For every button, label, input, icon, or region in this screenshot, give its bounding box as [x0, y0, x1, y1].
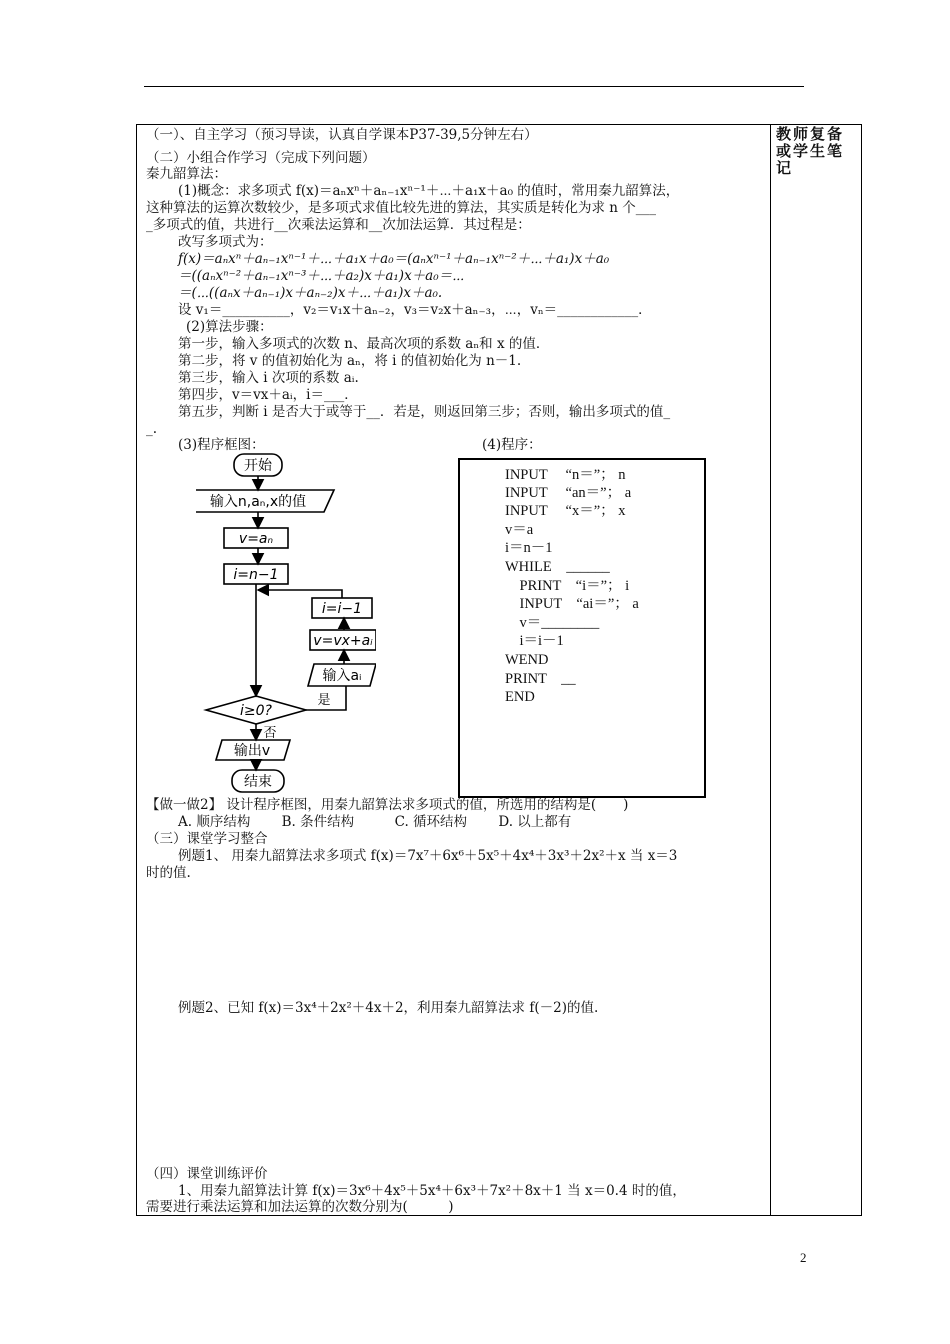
flow-i-init-label: i=n−1 — [233, 567, 279, 583]
step-5-cont: _. — [146, 421, 158, 437]
concept-line-3: _多项式的值，共进行__次乘法运算和__次加法运算．其过程是： — [146, 217, 531, 233]
flow-input-ai-label: 输入aᵢ — [322, 668, 362, 684]
program-line: i＝n－1 — [505, 540, 553, 556]
step-1: 第一步，输入多项式的次数 n、最高次项的系数 aₙ和 x 的值． — [178, 336, 550, 352]
concept-line-2: 这种算法的运算次数较少，是多项式求值比较先进的算法，其实质是转化为求 n 个___ — [146, 200, 657, 216]
example-1: 例题1、 用秦九韶算法求多项式 f(x)＝7x⁷＋6x⁶＋5x⁵＋4x⁴＋3x³＋2x²＋x 当 x＝3 — [178, 848, 678, 864]
example-1-cont: 时的值. — [146, 865, 191, 881]
section-3-heading: （三）课堂学习整合 — [146, 831, 268, 847]
steps-title: (2)算法步骤： — [186, 319, 273, 335]
program-line: INPUT “an＝”； a — [505, 485, 632, 501]
flow-output-label: 输出v — [233, 743, 271, 759]
flow-i-dec-label: i=i−1 — [321, 601, 363, 617]
step-4: 第四步，v＝vx＋aᵢ，i＝___． — [178, 387, 358, 403]
step-3: 第三步，输入 i 次项的系数 aᵢ. — [178, 370, 359, 386]
program-line: END — [505, 689, 535, 705]
header-rule — [144, 86, 804, 87]
section-2-heading: （二）小组合作学习（完成下列问题） — [146, 150, 376, 166]
column-divider — [770, 124, 771, 1216]
flow-start-label: 开始 — [244, 458, 272, 474]
let-line: 设 v₁＝__________，v₂＝v₁x＋aₙ₋₂，v₃＝v₂x＋aₙ₋₃，⋯，vₙ＝____________． — [178, 302, 652, 318]
program-line: i＝i－1 — [505, 633, 564, 649]
step-5: 第五步，判断 i 是否大于或等于__．若是，则返回第三步；否则，输出多项式的值_ — [178, 404, 671, 420]
flow-input-label: 输入n,aₙ,x的值 — [209, 494, 307, 510]
section-4-heading: （四）课堂训练评价 — [146, 1166, 268, 1182]
equation-1: f(x)＝aₙxⁿ＋aₙ₋₁xⁿ⁻¹＋⋯＋a₁x＋a₀＝(aₙxⁿ⁻¹＋aₙ₋₁xⁿ⁻²＋⋯＋a₁)x＋a₀ — [178, 251, 610, 267]
page-number: 2 — [800, 1250, 807, 1265]
program-line: v＝________ — [505, 615, 600, 631]
sidebar-title: 教师复备或学生笔记 — [776, 125, 845, 177]
flow-v-init-label: v=aₙ — [238, 531, 274, 547]
program-line: INPUT “x＝”； x — [505, 503, 626, 519]
program-line: INPUT “ai＝”； a — [505, 596, 639, 612]
try-it-options: A. 顺序结构 B. 条件结构 C. 循环结构 D. 以上都有 — [178, 814, 572, 830]
concept-line-1: (1)概念：求多项式 f(x)＝aₙxⁿ＋aₙ₋₁xⁿ⁻¹＋⋯＋a₁x＋a₀ 的值时，常用秦九韶算法， — [178, 183, 680, 199]
rewrite-label: 改写多项式为： — [178, 234, 273, 250]
qjs-label: 秦九韶算法： — [146, 166, 227, 182]
flow-no-label: 否 — [263, 726, 277, 741]
section-1-heading: （一）、自主学习（预习导读，认真自学课本P37-39,5分钟左右） — [146, 127, 538, 143]
exercise-1-cont: 需要进行乘法运算和加法运算的次数分别为( ) — [146, 1199, 454, 1215]
program-line: INPUT “n＝”； n — [505, 467, 626, 483]
program-line: WHILE ______ — [505, 559, 610, 575]
program-line: PRINT “i＝”； i — [505, 578, 630, 594]
equation-3: ＝(⋯((aₙx＋aₙ₋₁)x＋aₙ₋₂)x＋⋯＋a₁)x＋a₀. — [178, 285, 443, 301]
flow-yes-label: 是 — [317, 693, 331, 708]
example-2: 例题2、已知 f(x)＝3x⁴＋2x²＋4x＋2，利用秦九韶算法求 f(－2)的值. — [178, 1000, 599, 1016]
flow-v-update-label: v=vx+aᵢ — [313, 633, 373, 649]
flowchart-title: (3)程序框图： — [178, 437, 265, 453]
program-line: v＝a — [505, 522, 534, 538]
equation-2: ＝((aₙxⁿ⁻²＋aₙ₋₁xⁿ⁻³＋⋯＋a₂)x＋a₁)x＋a₀＝⋯ — [178, 268, 465, 284]
try-it-question: 【做一做2】 设计程序框图，用秦九韶算法求多项式的值，所选用的结构是( ) — [146, 797, 629, 813]
flow-end-label: 结束 — [244, 774, 272, 790]
step-2: 第二步，将 v 的值初始化为 aₙ，将 i 的值初始化为 n－1. — [178, 353, 522, 369]
exercise-1: 1、用秦九韶算法计算 f(x)＝3x⁶＋4x⁵＋5x⁴＋6x³＋7x²＋8x＋1 当 x＝0.4 时的值， — [178, 1183, 686, 1199]
program-line: PRINT __ — [505, 671, 576, 687]
flowchart — [196, 450, 376, 798]
program-line: WEND — [505, 652, 549, 668]
flow-condition-label: i≥0? — [240, 703, 272, 719]
program-title: (4)程序： — [482, 437, 542, 453]
